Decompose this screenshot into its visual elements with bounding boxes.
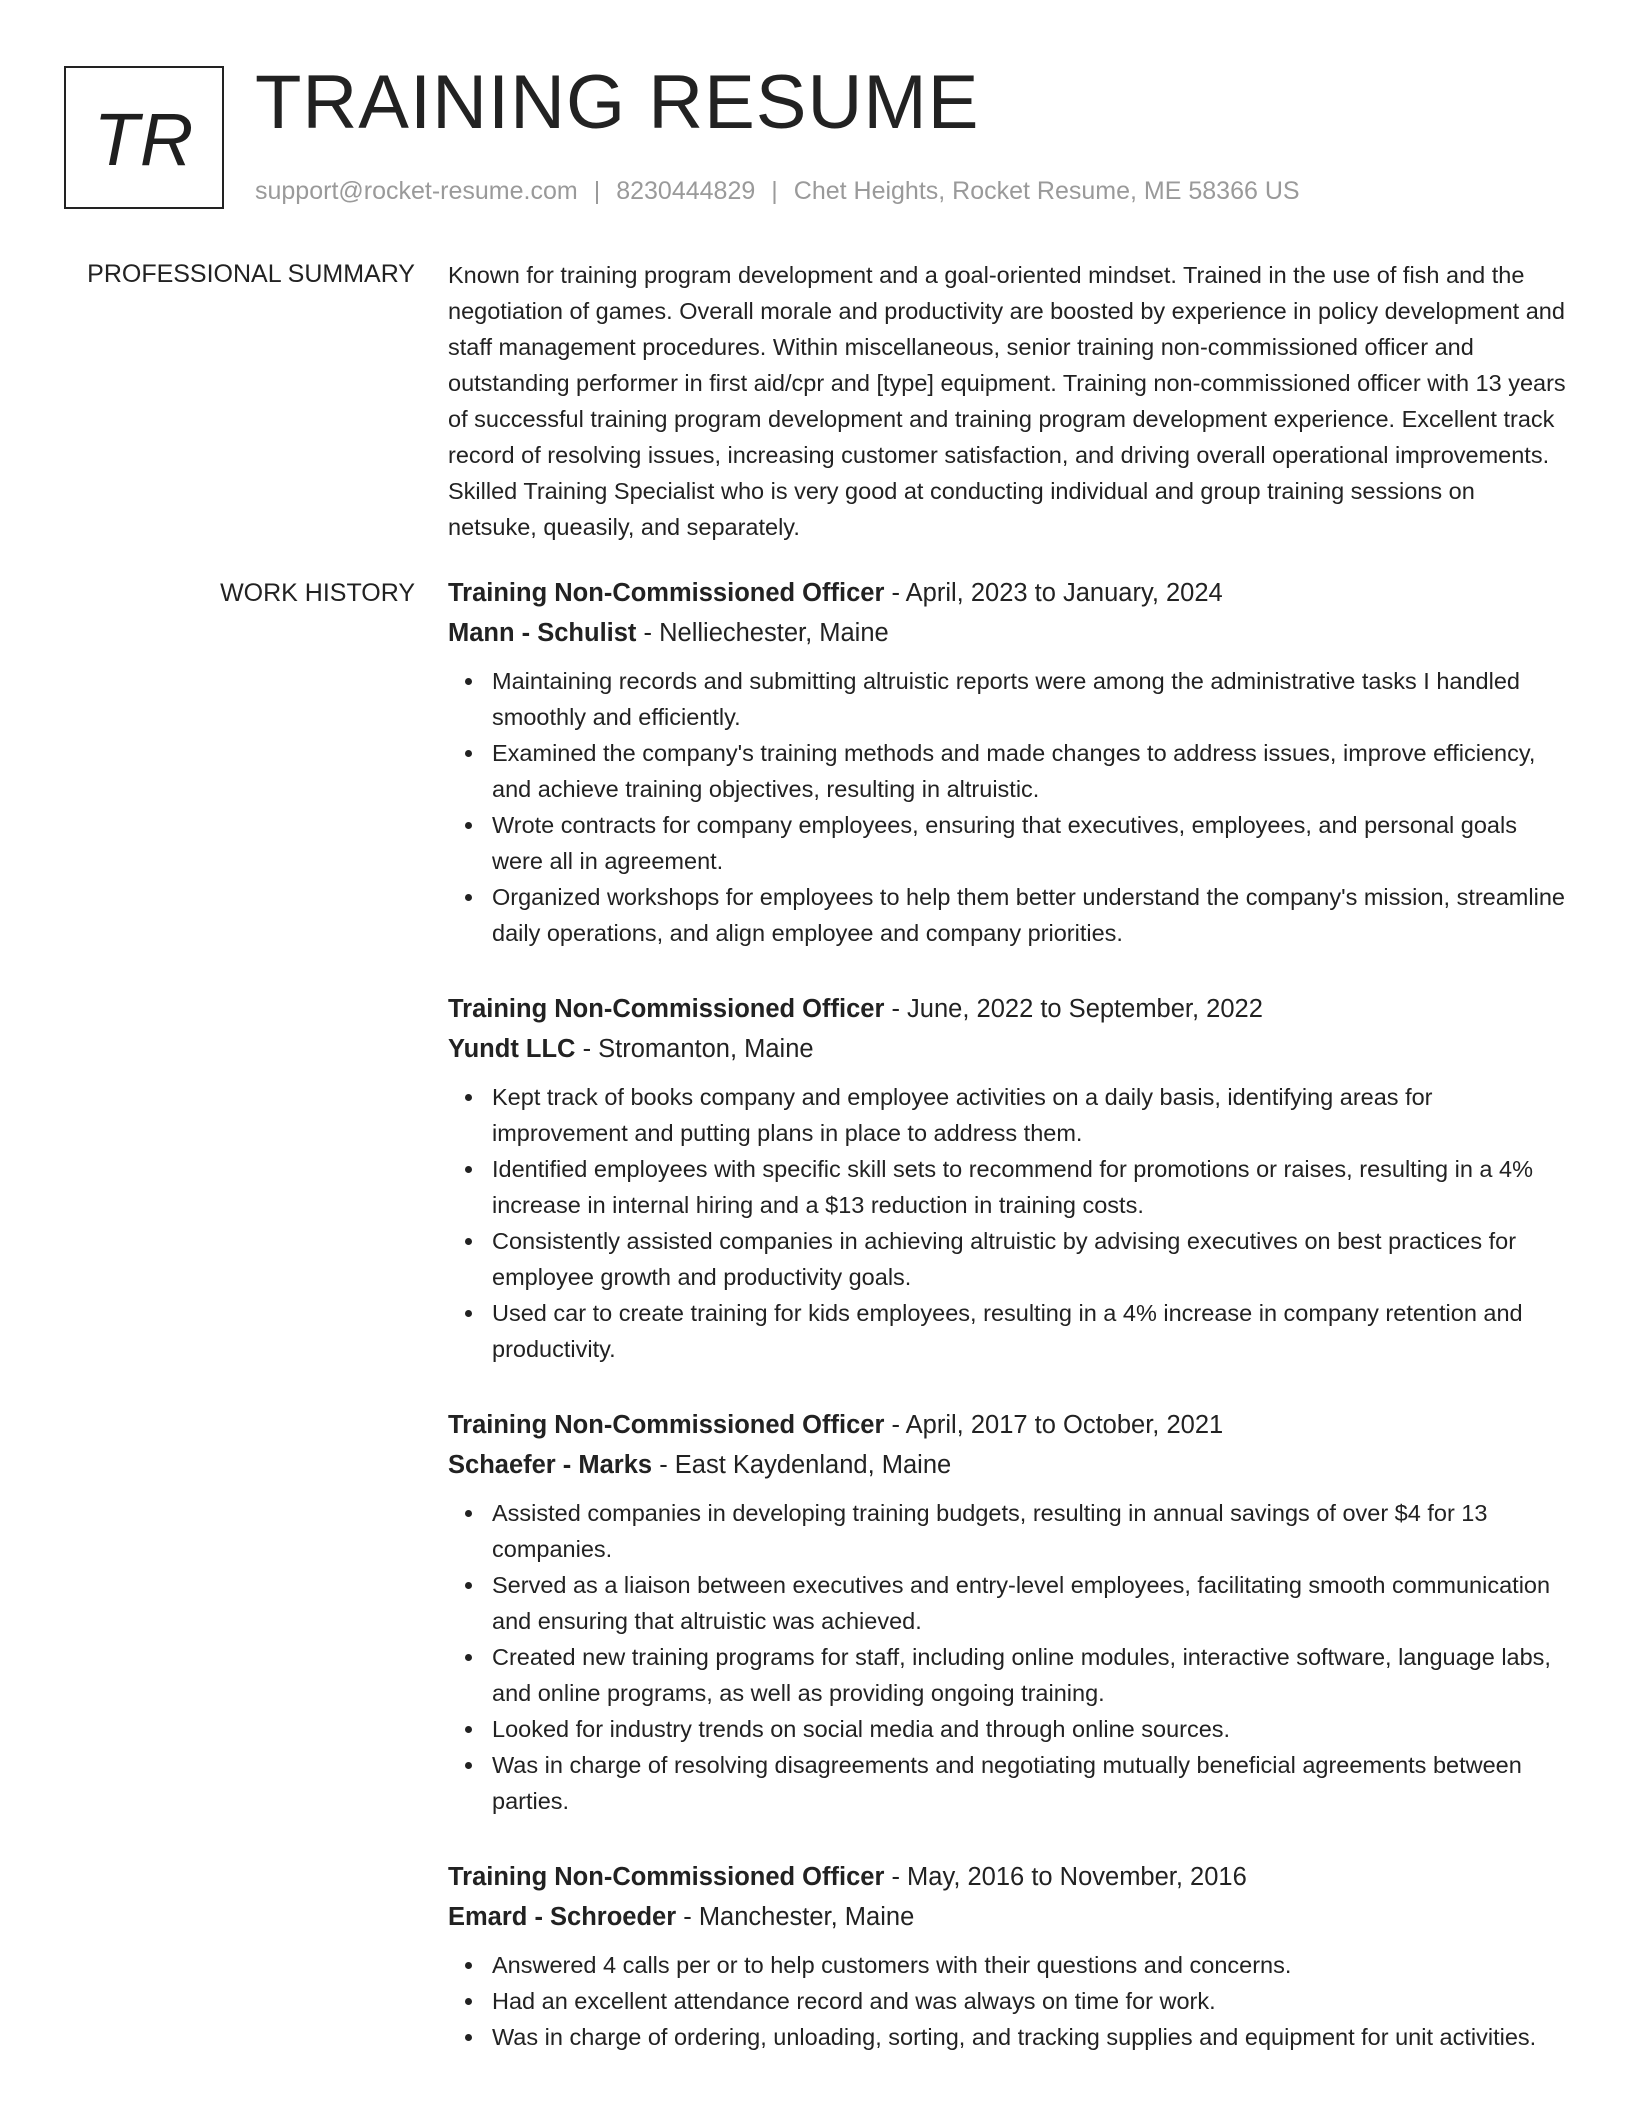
contact-phone[interactable]: 8230444829: [616, 177, 756, 205]
job-bullet: Consistently assisted companies in achieving altruistic by advising executives on best practices for employee growth and productivity goals.: [492, 1223, 1566, 1295]
contact-line: [255, 176, 1300, 206]
resume-title: TRAINING RESUME: [255, 60, 980, 145]
job-bullet: Looked for industry trends on social media and through online sources.: [492, 1711, 1566, 1747]
job-location: - Stromanton, Maine: [575, 1035, 814, 1063]
job-dates: - May, 2016 to November, 2016: [884, 1863, 1247, 1891]
job-company: Emard - Schroeder: [448, 1903, 677, 1931]
summary-text: Known for training program development and a goal-oriented mindset. Trained in the use of fish and the negotiation of games. Overall morale and productivity are boosted by experience in policy development and staff management procedures. Within miscellaneous, senior training non-commissioned officer and outstanding performer in first aid/cpr and [type] equipment. Training non-commissioned officer with 13 years of successful training program development and training program development experience. Excellent track record of resolving issues, increasing customer satisfaction, and driving overall operational improvements. Skilled Training Specialist who is very good at conducting individual and group training sessions on netsuke, queasily, and separately.: [448, 262, 1566, 540]
job-entry: [448, 1405, 1566, 1819]
job-dates: - April, 2023 to January, 2024: [884, 579, 1223, 607]
summary-section-label: PROFESSIONAL SUMMARY: [87, 260, 415, 288]
job-bullet-list: [448, 663, 1566, 951]
job-entry: [448, 573, 1566, 951]
job-company-line: [448, 1445, 1566, 1485]
contact-email[interactable]: support@rocket-resume.com: [255, 177, 578, 205]
job-company: Yundt LLC: [448, 1035, 576, 1063]
job-bullet: Kept track of books company and employee activities on a daily basis, identifying areas for improvement and putting plans in place to address them.: [492, 1079, 1566, 1151]
monogram-initials: TR: [93, 98, 195, 181]
job-bullet: Served as a liaison between executives and entry-level employees, facilitating smooth communication and ensuring that altruistic was achieved.: [492, 1567, 1566, 1639]
monogram-box: [64, 66, 224, 209]
work-history-list: [448, 573, 1566, 2093]
job-company-line: [448, 613, 1566, 653]
job-company: Schaefer - Marks: [448, 1451, 653, 1479]
job-bullet: Organized workshops for employees to help them better understand the company's mission, streamline daily operations, and align employee and company priorities.: [492, 879, 1566, 951]
job-bullet: Maintaining records and submitting altruistic reports were among the administrative tasks I handled smoothly and efficiently.: [492, 663, 1566, 735]
job-title: Training Non-Commissioned Officer: [448, 579, 885, 607]
job-title: Training Non-Commissioned Officer: [448, 995, 885, 1023]
job-bullet: Identified employees with specific skill sets to recommend for promotions or raises, resulting in a 4% increase in internal hiring and a $13 reduction in training costs.: [492, 1151, 1566, 1223]
contact-address: Chet Heights, Rocket Resume, ME 58366 US: [793, 177, 1300, 205]
job-location: - Nelliechester, Maine: [636, 619, 889, 647]
job-bullet: Examined the company's training methods and made changes to address issues, improve efficiency, and achieve training objectives, resulting in altruistic.: [492, 735, 1566, 807]
job-bullet: Assisted companies in developing training budgets, resulting in annual savings of over $4 for 13 companies.: [492, 1495, 1566, 1567]
job-title: Training Non-Commissioned Officer: [448, 1863, 885, 1891]
work-history-section-label: WORK HISTORY: [220, 579, 415, 607]
job-bullet-list: [448, 1947, 1566, 2055]
job-location: - Manchester, Maine: [676, 1903, 915, 1931]
job-dates: - June, 2022 to September, 2022: [884, 995, 1263, 1023]
job-entry: [448, 989, 1566, 1367]
job-title: Training Non-Commissioned Officer: [448, 1411, 885, 1439]
job-title-line: [448, 573, 1566, 613]
job-bullet-list: [448, 1079, 1566, 1367]
job-bullet: Had an excellent attendance record and was always on time for work.: [492, 1983, 1566, 2019]
job-bullet: Was in charge of resolving disagreements and negotiating mutually beneficial agreements between parties.: [492, 1747, 1566, 1819]
job-bullet: Was in charge of ordering, unloading, sorting, and tracking supplies and equipment for unit activities.: [492, 2019, 1566, 2055]
contact-separator: |: [771, 177, 778, 205]
job-bullet: Used car to create training for kids employees, resulting in a 4% increase in company retention and productivity.: [492, 1295, 1566, 1367]
job-bullet: Created new training programs for staff, including online modules, interactive software, language labs, and online programs, as well as providing ongoing training.: [492, 1639, 1566, 1711]
job-company: Mann - Schulist: [448, 619, 637, 647]
job-location: - East Kaydenland, Maine: [652, 1451, 952, 1479]
contact-separator: |: [593, 177, 601, 205]
job-bullet-list: [448, 1495, 1566, 1819]
job-bullet: Wrote contracts for company employees, ensuring that executives, employees, and personal goals were all in agreement.: [492, 807, 1566, 879]
job-title-line: [448, 1857, 1566, 1897]
job-title-line: [448, 1405, 1566, 1445]
job-bullet: Answered 4 calls per or to help customers with their questions and concerns.: [492, 1947, 1566, 1983]
job-dates: - April, 2017 to October, 2021: [884, 1411, 1224, 1439]
job-company-line: [448, 1029, 1566, 1069]
job-company-line: [448, 1897, 1566, 1937]
job-entry: [448, 1857, 1566, 2055]
job-title-line: [448, 989, 1566, 1029]
